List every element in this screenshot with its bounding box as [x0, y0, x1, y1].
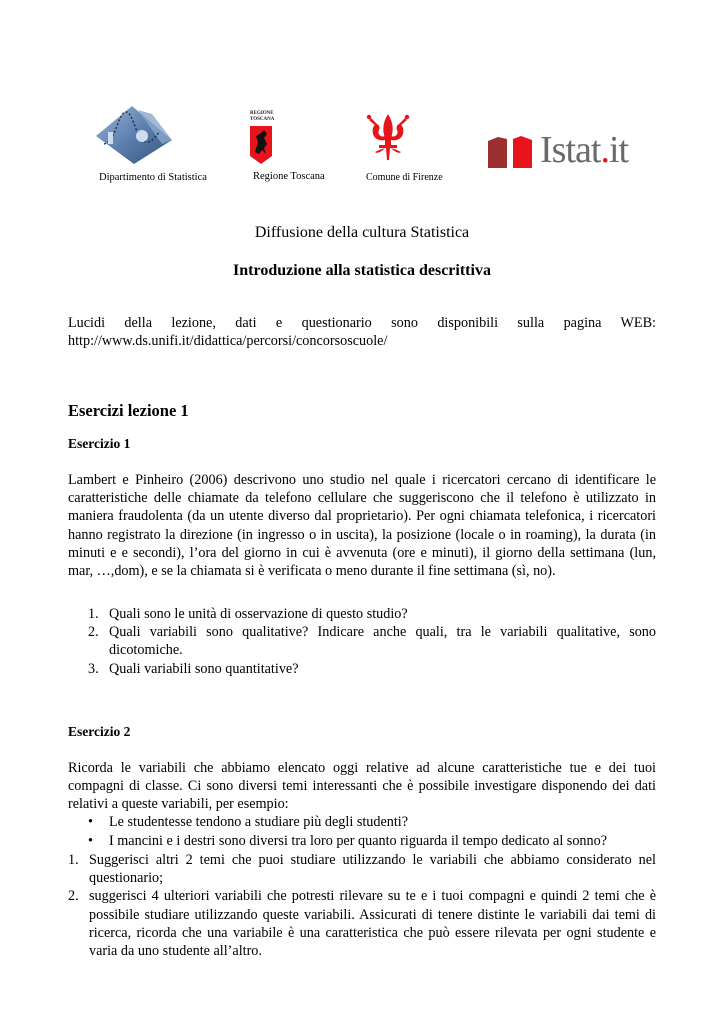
- section-heading: Esercizi lezione 1: [68, 401, 189, 420]
- exercise-2-paragraph: Ricorda le variabili che abbiamo elencato oggi relative ad alcune caratteristiche tue e dei tuoi compagni di classe. Ci sono diversi temi interessanti che è possibile investigare disponendo dei dati relativi a queste variabili, per esempio:: [68, 760, 656, 813]
- regione-toscana-label: REGIONE TOSCANA: [250, 111, 275, 122]
- question-item: 3. Quali variabili sono quantitative?: [88, 660, 299, 677]
- question-item: 1. Quali sono le unità di osservazione di questo studio?: [88, 606, 408, 622]
- example-bullet-item: • I mancini e i destri sono diversi tra loro per quanto riguarda il tempo dedicato al sonno?: [88, 833, 607, 850]
- logo-caption-dipartimento: Dipartimento di Statistica: [99, 172, 207, 183]
- exercise-1-questions: [88, 605, 656, 678]
- istat-logo-mark-icon: [488, 136, 538, 169]
- task-item: 2. suggerisci 4 ulteriori variabili che potresti rilevare su te e i tuoi compagni e quindi 2 temi che è possibile studiare utilizzando queste variabili. Assicurati di tenere distinte le variabili dai temi di ricerca, ricorda che una variabile è una caratteristica che può essere rilevata per ogni studente e varia da uno studente all’altro.: [68, 888, 656, 960]
- question-item: 2. Quali variabili sono qualitative? Indicare anche quali, tra le variabili qualitative, sono dicotomiche.: [88, 624, 656, 659]
- logo-caption-regione: Regione Toscana: [253, 171, 325, 182]
- bullet-icon: •: [88, 814, 93, 830]
- task-item: 1. Suggerisci altri 2 temi che puoi studiare utilizzando le variabili che abbiamo considerato nel questionario;: [68, 852, 656, 887]
- regione-toscana-logo: [250, 126, 272, 164]
- exercise-1-paragraph: Lambert e Pinheiro (2006) descrivono uno studio nel quale i ricercatori cercano di identificare le caratteristiche delle chiamate da telefono cellulare che suggeriscono che il telefono è utilizzato in maniera fraudolenta (da un utente diverso dal proprietario). Per ogni chiamata telefonica, i ricercatori hanno registrato la direzione (in ingresso o in uscita), la posizione (locale o in roaming), la durata (in minuti e e secondi), l’ora del giorno in cui è avvenuta (ore e minuti), il giorno della settimana (lun, mar, …,dom), e se la chiamata si è verificata o meno durante il fine settimana (sì, no).: [68, 472, 656, 580]
- course-url-link[interactable]: http://www.ds.unifi.it/didattica/percorsi/concorsoscuole/: [68, 333, 388, 350]
- istat-logo-text: Istat.it: [540, 129, 629, 171]
- intro-paragraph: Lucidi della lezione, dati e questionario sono disponibili sulla pagina WEB: http://www.ds.unifi.it/didattica/percorsi/concorsoscuole/: [68, 315, 656, 350]
- exercise-1-heading: Esercizio 1: [68, 436, 131, 451]
- example-bullet-item: • Le studentesse tendono a studiare più degli studenti?: [88, 814, 409, 830]
- document-subtitle: Introduzione alla statistica descrittiva: [233, 262, 491, 279]
- comune-firenze-lily-icon: [365, 112, 411, 166]
- exercise-2-heading: Esercizio 2: [68, 724, 131, 739]
- dipartimento-statistica-logo: [92, 104, 176, 166]
- bullet-icon: •: [88, 833, 93, 850]
- logo-caption-comune: Comune di Firenze: [366, 172, 443, 183]
- exercise-2-examples: [88, 813, 656, 850]
- document-title: Diffusione della cultura Statistica: [254, 224, 470, 241]
- exercise-2-tasks: [68, 851, 656, 960]
